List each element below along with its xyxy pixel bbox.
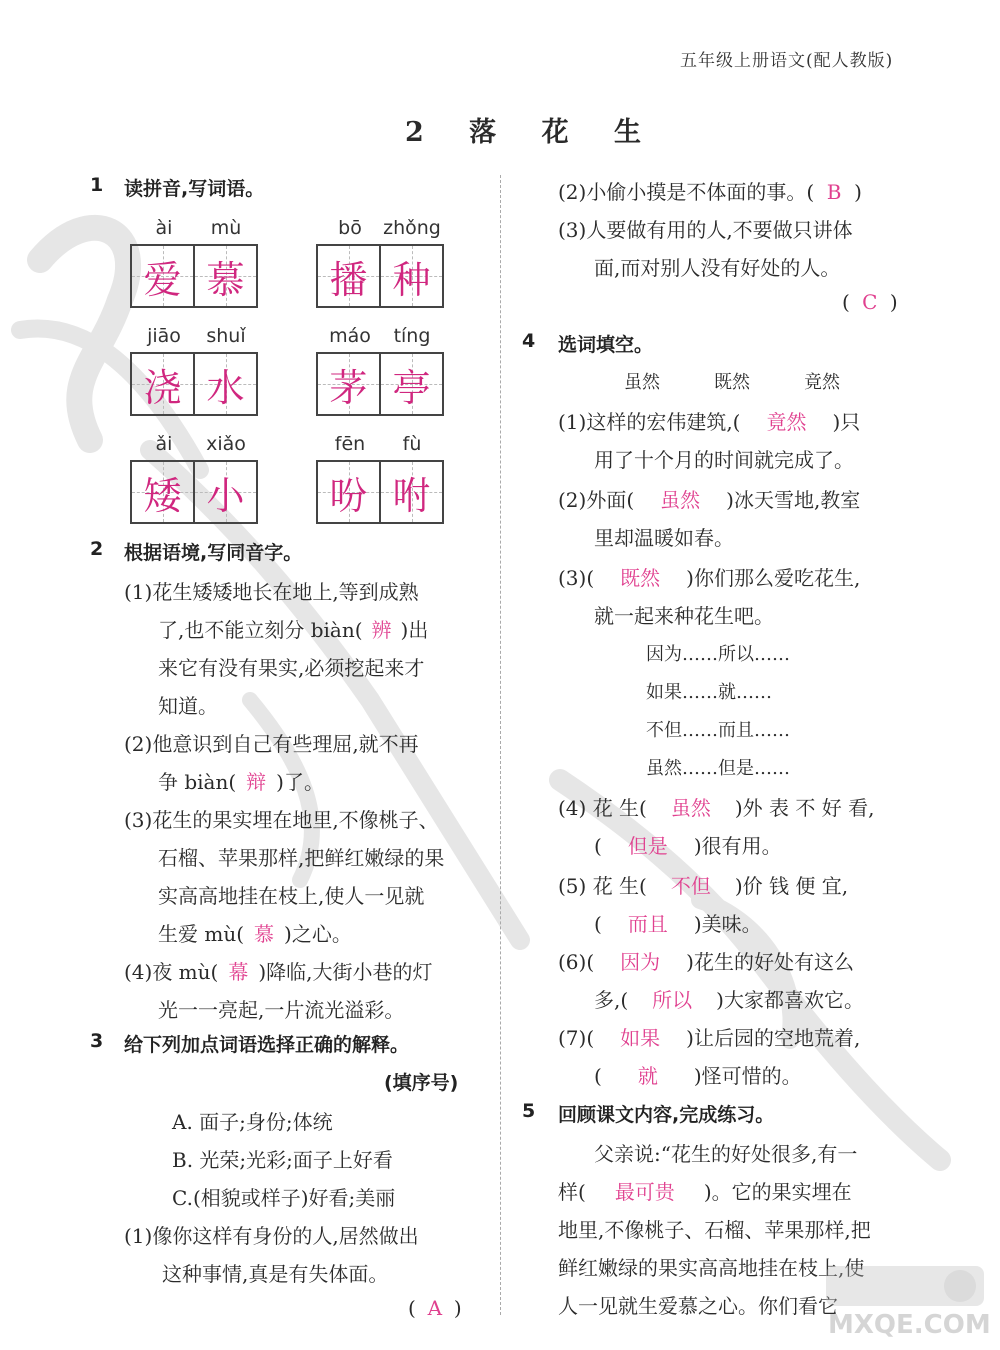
paren-close: ) (889, 290, 898, 314)
text-fragment: ( (594, 1064, 602, 1088)
paren-close: ) (453, 1296, 462, 1320)
answer-char: 亭 (392, 365, 431, 410)
char-grid (316, 244, 444, 308)
answer-char: 茅 (329, 365, 368, 410)
pinyin: zhǒng (383, 217, 441, 239)
text-fragment: ) (854, 180, 862, 204)
answer: 但是 (627, 834, 668, 858)
text-fragment: )出 (400, 618, 429, 642)
text-fragment: (6)( (558, 950, 595, 974)
answer-char: 小 (206, 473, 245, 518)
text-line (158, 918, 352, 947)
text-line: 用了十个月的时间就完成了。 (594, 448, 854, 472)
text-fragment: )大家都喜欢它。 (716, 988, 864, 1012)
pinyin: ài (155, 217, 173, 239)
answer-line (408, 1296, 462, 1320)
option-a: A. 面子;身份;体统 (172, 1110, 333, 1134)
text-line: 光一一亮起,一片流光溢彩。 (158, 998, 405, 1022)
text-line (124, 956, 433, 985)
lesson-title: 2 落 花 生 (405, 117, 659, 148)
answer-char: 播 (329, 257, 368, 302)
text-fragment: (4)夜 mù( (124, 960, 219, 984)
answer: B (826, 180, 842, 204)
text-fragment: )很有用。 (693, 834, 782, 858)
pinyin: fù (402, 433, 422, 455)
text-line (558, 870, 848, 899)
text-fragment: )冰天雪地,教室 (726, 488, 861, 512)
text-line: 地里,不像桃子、石榴、苹果那样,把 (558, 1218, 871, 1242)
conjunction-pair: 不但……而且…… (646, 720, 790, 741)
pinyin: fēn (334, 433, 366, 455)
text-line (158, 766, 324, 795)
q3-heading: 给下列加点词语选择正确的解释。 (124, 1034, 410, 1056)
text-line: (3)人要做有用的人,不要做只讲体 (558, 218, 853, 242)
answer: 慕 (254, 922, 275, 946)
text-fragment: (5) 花 生( (558, 874, 647, 898)
answer: 虽然 (670, 796, 711, 820)
text-line (158, 614, 428, 643)
text-line (558, 562, 860, 591)
pinyin: tíng (393, 325, 431, 347)
text-fragment: ( (594, 834, 602, 858)
text-line: 这种事情,真是有失体面。 (162, 1262, 389, 1286)
text-line: 就一起来种花生吧。 (594, 604, 774, 628)
conjunction-pair: 虽然……但是…… (646, 758, 790, 779)
text-fragment: )降临,大街小巷的灯 (258, 960, 433, 984)
paren-open: ( (842, 290, 850, 314)
pinyin: ǎi (155, 433, 173, 455)
text-fragment: (4) 花 生( (558, 796, 647, 820)
answer-char: 水 (206, 365, 245, 410)
answer-char: 咐 (392, 473, 431, 518)
answer: 如果 (620, 1026, 661, 1050)
answer-char: 慕 (206, 257, 245, 302)
text-line (558, 484, 860, 513)
text-line: 鲜红嫩绿的果实高高地挂在枝上,使 (558, 1256, 865, 1280)
word-option: 既然 (714, 372, 750, 393)
text-line (594, 984, 864, 1013)
text-fragment: 了,也不能立刻分 biàn( (158, 618, 363, 642)
q5-heading: 回顾课文内容,完成练习。 (558, 1104, 775, 1126)
q1-number: 1 (90, 174, 104, 196)
answer: 最可贵 (614, 1180, 675, 1204)
text-fragment: (2)小偷小摸是不体面的事。( (558, 180, 815, 204)
pinyin: jiāo (147, 325, 181, 347)
answer: 所以 (652, 988, 693, 1012)
char-grid (316, 352, 444, 416)
answer: 就 (637, 1064, 658, 1088)
pinyin: shuǐ (206, 325, 246, 347)
text-line: (1)花生矮矮地长在地上,等到成熟 (124, 580, 419, 604)
text-fragment: )美味。 (693, 912, 762, 936)
answer-line (842, 290, 898, 314)
text-line: 来它有没有果实,必须挖起来才 (158, 656, 425, 680)
watermark-text: MXQE.COM (828, 1310, 991, 1340)
text-line: 实高高地挂在枝上,使人一见就 (158, 884, 425, 908)
text-fragment: (7)( (558, 1026, 595, 1050)
option-b: B. 光荣;光彩;面子上好看 (172, 1148, 393, 1172)
text-line: (3)花生的果实埋在地里,不像桃子、 (124, 808, 439, 832)
text-fragment: )花生的好处有这么 (686, 950, 854, 974)
text-line (558, 176, 862, 205)
answer-char: 吩 (329, 473, 368, 518)
text-fragment: )。它的果实埋在 (703, 1180, 852, 1204)
text-line (594, 1060, 802, 1089)
answer-char: 爱 (143, 257, 182, 302)
text-line: 里却温暖如春。 (594, 526, 734, 550)
word-option: 虽然 (624, 372, 660, 393)
q4-heading: 选词填空。 (558, 334, 654, 356)
answer: 竟然 (766, 410, 807, 434)
text-line (558, 946, 854, 975)
answer-char: 种 (392, 257, 431, 302)
char-grid (130, 244, 258, 308)
text-line: 石榴、苹果那样,把鲜红嫩绿的果 (158, 846, 445, 870)
text-line (558, 1176, 852, 1205)
pinyin: bō (338, 217, 362, 239)
char-grid (130, 352, 258, 416)
answer: A (427, 1296, 443, 1320)
answer: C (862, 290, 878, 314)
text-fragment: 争 biàn( (158, 770, 237, 794)
text-fragment: )怪可惜的。 (693, 1064, 802, 1088)
answer: 而且 (627, 912, 668, 936)
conjunction-pair: 如果……就…… (646, 682, 772, 703)
text-fragment: 样( (558, 1180, 586, 1204)
q4-number: 4 (522, 330, 536, 352)
text-fragment: )让后园的空地荒着, (686, 1026, 861, 1050)
text-line: 面,而对别人没有好处的人。 (594, 256, 841, 280)
word-option: 竟然 (804, 372, 840, 393)
pinyin: xiǎo (206, 433, 246, 455)
column-divider (500, 175, 501, 1315)
text-fragment: 生爱 mù( (158, 922, 245, 946)
text-line (558, 792, 874, 821)
text-fragment: 多,( (594, 988, 629, 1012)
q5-number: 5 (522, 1100, 536, 1122)
text-line: (1)像你这样有身份的人,居然做出 (124, 1224, 419, 1248)
text-line (558, 406, 860, 435)
text-line (558, 1022, 860, 1051)
text-fragment: )只 (832, 410, 861, 434)
paren-open: ( (408, 1296, 416, 1320)
answer-char: 浇 (143, 365, 182, 410)
answer: 辨 (371, 618, 392, 642)
answer: 不但 (670, 874, 711, 898)
char-grid (130, 460, 258, 524)
text-line (594, 908, 762, 937)
text-fragment: )你们那么爱吃花生, (686, 566, 861, 590)
answer: 幕 (228, 960, 249, 984)
text-fragment: )之心。 (284, 922, 352, 946)
text-fragment: )外 表 不 好 看, (734, 796, 875, 820)
q2-heading: 根据语境,写同音字。 (124, 542, 303, 564)
text-line: 知道。 (158, 694, 218, 718)
answer: 因为 (620, 950, 661, 974)
text-fragment: ( (594, 912, 602, 936)
site-logo-watermark (820, 1262, 990, 1342)
text-line: 父亲说:“花生的好处很多,有一 (594, 1142, 858, 1166)
pinyin: mù (210, 217, 242, 239)
text-line: (2)他意识到自己有些理屈,就不再 (124, 732, 419, 756)
text-fragment: (2)外面( (558, 488, 635, 512)
text-fragment: )价 钱 便 宜, (734, 874, 849, 898)
q3-note: (填序号) (384, 1072, 459, 1094)
q1-heading: 读拼音,写词语。 (124, 178, 265, 200)
option-c: C.(相貌或样子)好看;美丽 (172, 1186, 396, 1210)
text-fragment: )了。 (276, 770, 324, 794)
q2-number: 2 (90, 538, 104, 560)
answer: 既然 (620, 566, 661, 590)
text-fragment: (3)( (558, 566, 595, 590)
answer: 虽然 (660, 488, 701, 512)
page-header: 五年级上册语文(配人教版) (680, 51, 894, 71)
text-line (594, 830, 782, 859)
text-fragment: (1)这样的宏伟建筑,( (558, 410, 741, 434)
pinyin: máo (329, 325, 371, 347)
char-grid (316, 460, 444, 524)
answer: 辩 (246, 770, 267, 794)
answer-char: 矮 (143, 473, 182, 518)
conjunction-pair: 因为……所以…… (646, 644, 790, 665)
q3-number: 3 (90, 1030, 104, 1052)
text-line: 人一见就生爱慕之心。你们看它 (558, 1294, 838, 1318)
